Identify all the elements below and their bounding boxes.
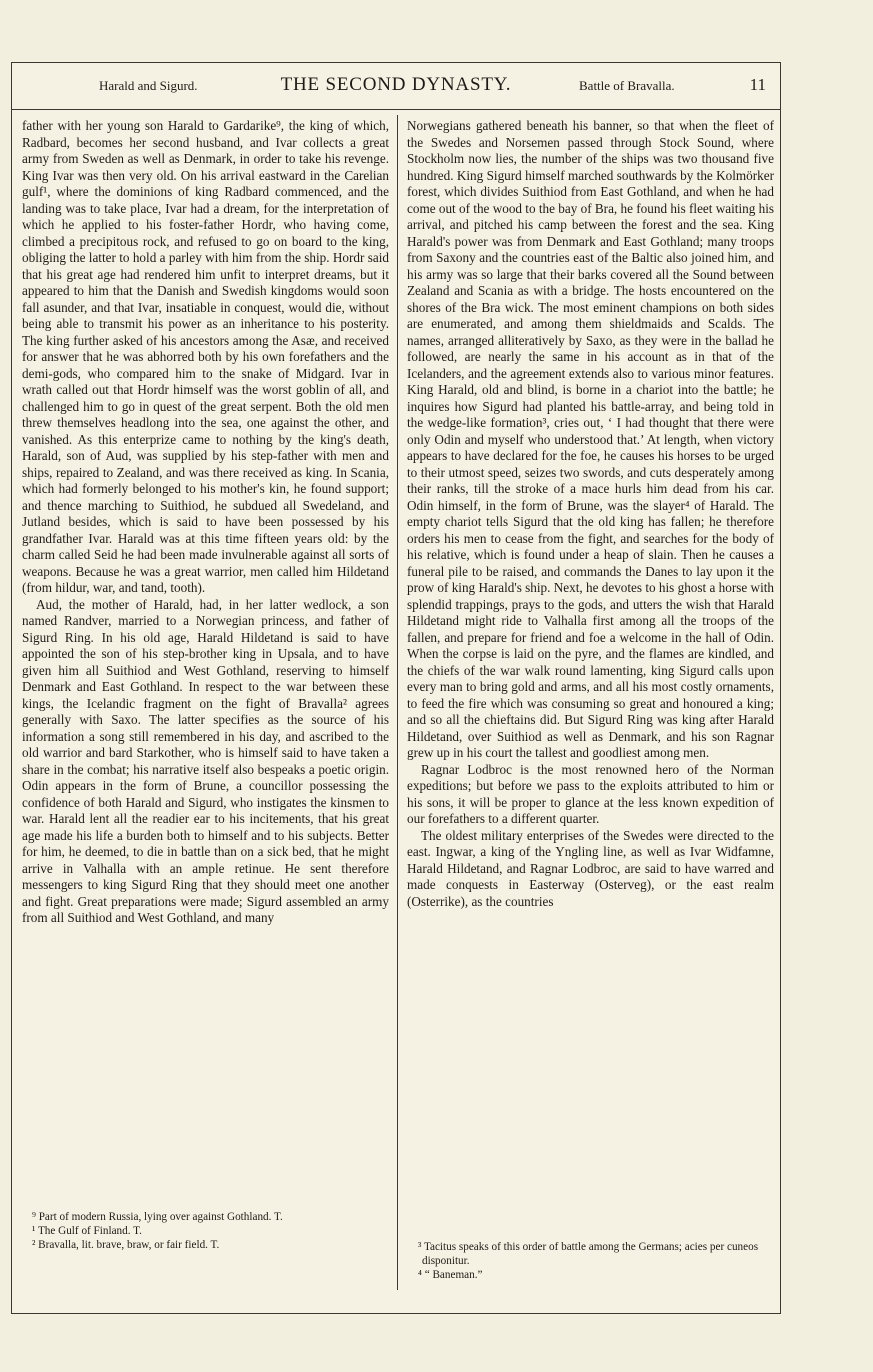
footnote: ³ Tacitus speaks of this order of battle among the Germans; acies per cuneos disponitur.: [418, 1241, 759, 1267]
header-right: Battle of Bravalla.: [579, 78, 675, 93]
footnote: ⁴ “ Baneman.”: [418, 1269, 483, 1281]
footnote: ¹ The Gulf of Finland. T.: [32, 1225, 142, 1237]
header-title: THE SECOND DYNASTY.: [280, 74, 512, 95]
right-footnotes: [412, 1240, 779, 1282]
page-frame: [11, 62, 781, 1314]
left-column: [22, 118, 389, 927]
column-divider: [397, 115, 398, 1290]
running-header: [12, 63, 780, 110]
left-paragraph-1: father with her young son Harald to Gardarike⁹, the king of which, Radbard, becomes her second husband, and Ivar collects a great army from Sweden as well as Denmark, in order to take his revenge. King Ivar was then very old. On his arrival eastward in the Carelian gulf¹, where the dominions of king Radbard commenced, and the landing was to take place, Ivar had a dream, for the interpretation of which he applied to his foster-father Hordr, who having come, climbed a precipitous rock, and refused to go on board to the king, obliging the latter to hold a parley with him from the ship. Hordr said that his great age had rendered him unfit to interpret dreams, but it appeared to him that the Danish and Swedish kingdoms would soon fall asunder, and that Ivar, insatiable in conquest, would die, without being able to transmit his power as an inheritance to his posterity. The king further asked of his ancestors among the Asæ, and received for answer that he was abhorred both by his own forefathers and the demi-gods, who compared him to the snake of Midgard. Ivar in wrath called out that Hordr himself was the worst goblin of all, and challenged him to go in quest of the great serpent. Both the old men threw themselves headlong into the sea, one against the other, and vanished. As this enterprize came to nothing by the king's death, Harald, son of Aud, was supplied by his step-father with men and ships, repaired to Zealand, and was there received as king. In Scania, which had formerly belonged to his mother's kin, he found support; and thence marching to Suithiod, he subdued all Swedeland, and Jutland besides, which is said to have been possessed by his grandfather Ivar. Harald was at this time fifteen years old: by the charm called Seid he had been made invulnerable against all sorts of weapons. Because he was a great warrior, men called him Hildetand (from hildur, war, and tand, tooth).: [22, 118, 389, 595]
right-paragraph-1: Norwegians gathered beneath his banner, so that when the fleet of the Swedes and Norsemen passed through Stock Sound, where Stockholm now lies, the number of the ships was two thousand five hundred. King Sigurd himself marched southwards by the Kolmörker forest, which divides Suithiod from East Gothland, and when he had come out of the wood to the bay of Bra, he found his fleet waiting his arrival, and pitched his camp between the forest and the sea. King Harald's power was from Denmark and East Gothland; many troops from Saxony and the countries east of the Baltic also joined him, and his army was so large that their barks covered all the Sound between Zealand and Scania as with a bridge. The hosts encountered on the shores of the Bra wick. The most eminent champions on both sides are enumerated, and among them shieldmaids and Scalds. The names, arranged alliteratively by Saxo, as they were in the ballad he followed, are nearly the same in his account as in that of the Icelanders, and the agreement extends also to various minor features. King Harald, old and blind, is borne in a chariot into the battle; he inquires how Sigurd had planted his battle-array, and being told in the wedge-like formation³, cries out, ‘ I had thought that there were only Odin and myself who understood that.’ At length, when victory appears to have declared for the foe, he causes his horses to be urged to their utmost speed, seizes two swords, and cuts desperately among their ranks, till the stroke of a mace hurls him dead from his car. Odin himself, in the form of Brune, was the slayer⁴ of Harald. The empty chariot tells Sigurd that the old king has fallen; he therefore orders his men to cease from the fight, and searches for the body of his relative, which is found under a heap of slain. Then he causes a funeral pile to be raised, and commands the Danes to lay upon it the prow of king Harald's ship. Next, he devotes to his ghost a horse with splendid trappings, prays to the gods, and utters the wish that Harald Hildetand might ride to Valhalla first among all the troops of the fallen, and prepare for friend and foe a welcome in the hall of Odin. When the corpse is laid on the pyre, and the flames are kindled, and the chiefs of the war walk round lamenting, king Sigurd calls upon every man to bring gold and arms, and all his most costly ornaments, to feed the fire which was consuming so great and honoured a king; and so all the chieftains did. But Sigurd Ring was king after Harald Hildetand, over Suithiod as well as Denmark, and his son Ragnar grew up in his court the tallest and goodliest among men.: [407, 118, 774, 760]
footnote: ² Bravalla, lit. brave, braw, or fair field. T.: [32, 1239, 220, 1251]
page-number: 11: [749, 75, 766, 94]
right-paragraph-2: Ragnar Lodbroc is the most renowned hero of the Norman expeditions; but before we pass to the exploits attributed to him or his sons, it will be proper to glance at the less known expedition of our forefathers to a different quarter.: [407, 761, 774, 826]
header-left: Harald and Sigurd.: [99, 78, 198, 93]
right-column: [407, 118, 774, 910]
footnote: ⁹ Part of modern Russia, lying over against Gothland. T.: [32, 1211, 283, 1223]
right-paragraph-3: The oldest military enterprises of the Swedes were directed to the east. Ingwar, a king of the Yngling line, as well as Ivar Widfamne, Harald Hildetand, and Ragnar Lodbroc, are said to have warred and made conquests in Easterway (Osterveg), or the east realm (Osterrike), as the countries: [407, 827, 774, 909]
left-footnotes: [26, 1210, 393, 1252]
left-paragraph-2: Aud, the mother of Harald, had, in her latter wedlock, a son named Randver, married to a Norwegian princess, and father of Sigurd Ring. In his old age, Harald Hildetand is said to have appointed the son of his step-brother king in Upsala, and to have given him all Suithiod and West Gothland, reserving to himself Denmark and East Gothland. In respect to the war between these kings, the Icelandic fragment on the fight of Bravalla² agrees generally with Saxo. The latter specifies as the source of his information a song still remembered in his day, and ascribed to the old warrior and bard Starkother, who is himself said to have taken a share in the combat; his narrative itself also bespeaks a poetic origin. Odin appears in the form of Brune, a councillor possessing the confidence of both Harald and Sigurd, who instigates the kinsmen to war. Harald lent all the readier ear to his incitements, that his great age made his life a burden both to himself and to his subjects. Better for him, he deemed, to die in battle than on a sick bed, that he might arrive in Valhalla with an ample retinue. He sent therefore messengers to king Sigurd Ring that they should meet one another and fight. Great preparations were made; Sigurd assembled an army from all Suithiod and West Gothland, and many: [22, 596, 389, 925]
